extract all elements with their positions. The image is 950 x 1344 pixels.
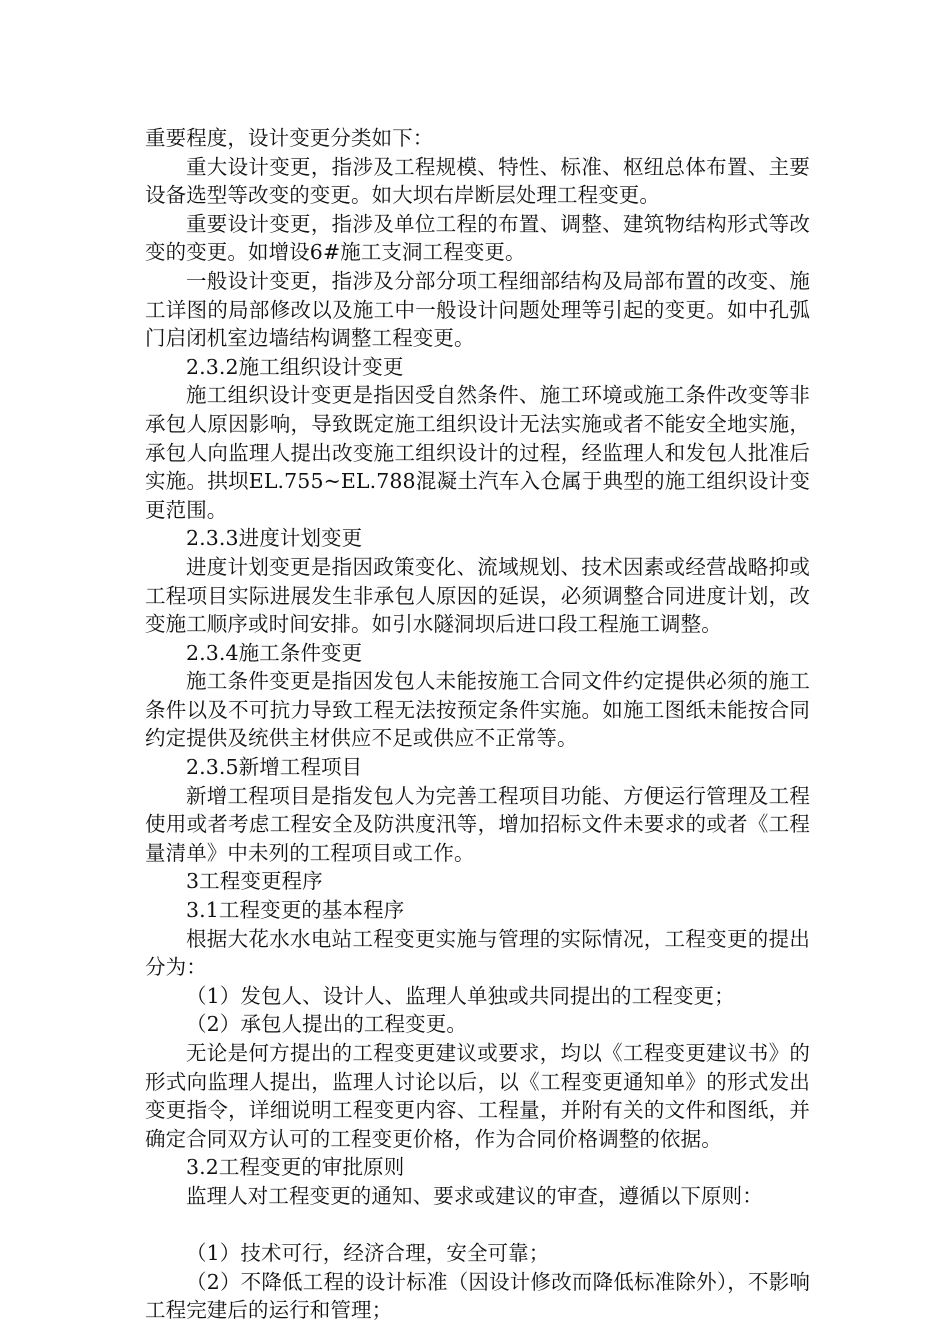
list-item: （2）承包人提出的工程变更。: [186, 1012, 467, 1037]
section-heading: 3.1工程变更的基本程序: [186, 898, 405, 923]
paragraph: 施工条件变更是指因发包人未能按施工合同文件约定提供必须的施工条件以及不可抗力导致工程无法按预定条件实施。如施工图纸未能按合同约定提供及统供主材供应不足或供应不正常等。: [145, 669, 810, 751]
paragraph: 重大设计变更，指涉及工程规模、特性、标准、枢纽总体布置、主要设备选型等改变的变更。如大坝右岸断层处理工程变更。: [145, 154, 810, 208]
paragraph: 一般设计变更，指涉及分部分项工程细部结构及局部布置的改变、施工详图的局部修改以及施工中一般设计问题处理等引起的变更。如中孔弧门启闭机室边墙结构调整工程变更。: [145, 268, 810, 351]
paragraph: 进度计划变更是指因政策变化、流域规划、技术因素或经营战略抑或工程项目实际进展发生非承包人原因的延误，必须调整合同进度计划，改变施工顺序或时间安排。如引水隧洞坝后进口段工程施工调整。: [145, 554, 810, 637]
document-body: [145, 124, 810, 1325]
list-item: （1）发包人、设计人、监理人单独或共同提出的工程变更；: [186, 983, 735, 1008]
list-item: （1）技术可行，经济合理，安全可靠；: [186, 1241, 550, 1266]
paragraph: 施工组织设计变更是指因受自然条件、施工环境或施工条件改变等非承包人原因影响，导致既定施工组织设计无法实施或者不能安全地实施，承包人向监理人提出改变施工组织设计的过程，经监理人和发包人批准后实施。拱坝EL.755~EL.788混凝土汽车入仓属于典型的施工组织设计变更范围。: [145, 383, 810, 522]
paragraph: 重要设计变更，指涉及单位工程的布置、调整、建筑物结构形式等改变的变更。如增设6#施工支洞工程变更。: [145, 211, 810, 265]
list-item: （2）不降低工程的设计标准（因设计修改而降低标准除外），不影响工程完建后的运行和管理；: [145, 1269, 810, 1323]
section-heading: 2.3.2施工组织设计变更: [186, 354, 404, 379]
paragraph: 根据大花水水电站工程变更实施与管理的实际情况，工程变更的提出分为：: [145, 926, 810, 980]
section-heading: 2.3.3进度计划变更: [186, 526, 363, 551]
section-heading: 2.3.4施工条件变更: [186, 640, 363, 665]
section-heading: 3工程变更程序: [186, 869, 323, 894]
section-heading: 2.3.5新增工程项目: [186, 755, 363, 780]
blank-line: [145, 1211, 810, 1240]
paragraph: 无论是何方提出的工程变更建议或要求，均以《工程变更建议书》的形式向监理人提出，监理人讨论以后，以《工程变更通知单》的形式发出变更指令，详细说明工程变更内容、工程量，并附有关的文件和图纸，并确定合同双方认可的工程变更价格，作为合同价格调整的依据。: [145, 1041, 810, 1151]
paragraph: 重要程度，设计变更分类如下：: [145, 126, 434, 150]
paragraph: 监理人对工程变更的通知、要求或建议的审查，遵循以下原则：: [186, 1183, 763, 1208]
section-heading: 3.2工程变更的审批原则: [186, 1155, 405, 1180]
paragraph: 新增工程项目是指发包人为完善工程项目功能、方便运行管理及工程使用或者考虑工程安全及防洪度汛等，增加招标文件未要求的或者《工程量清单》中未列的工程项目或工作。: [145, 783, 810, 865]
